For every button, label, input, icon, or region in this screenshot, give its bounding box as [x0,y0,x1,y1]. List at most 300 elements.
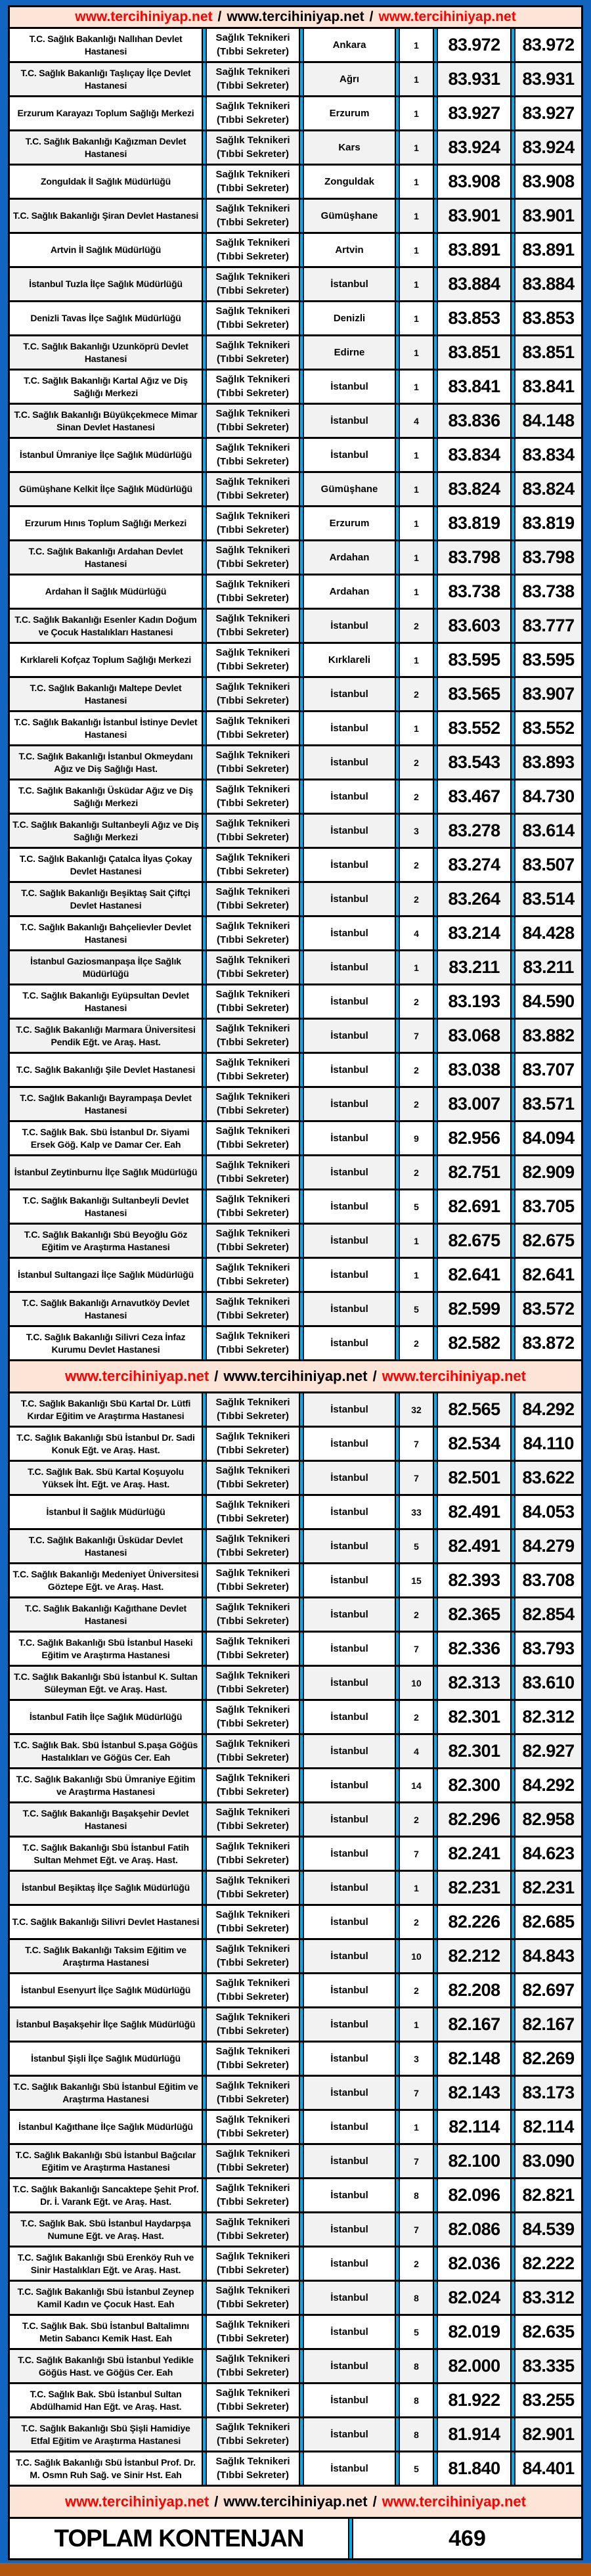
table-row [10,97,581,131]
position-title [207,2350,299,2382]
quota-count: 2 [400,1906,433,1938]
position-line1: Sağlık Teknikeri [215,305,290,317]
column-divider [510,29,515,61]
institution-name: T.C. Sağlık Bakanlığı Sbü İstanbul Zeynep Kamil Kadın ve Çocuk Hast. Eah [10,2282,202,2314]
column-divider [299,1530,304,1562]
province: İstanbul [304,1701,395,1733]
institution-name: T.C. Sağlık Bakanlığı Sbü Ümraniye Eğitim ve Araştırma Hastanesi [10,1769,202,1801]
table-row [10,2418,581,2452]
column-divider [433,2213,438,2246]
column-divider [395,2008,400,2041]
column-divider [433,1020,438,1052]
province: İstanbul [304,712,395,744]
column-divider [433,712,438,744]
site-url[interactable]: www.tercihiniyap.net [223,2493,368,2510]
position-line2: (Tıbbi Sekreter) [216,1070,290,1082]
province: İstanbul [304,1598,395,1631]
max-score: 83.841 [515,371,581,403]
province: İstanbul [304,2179,395,2211]
province: İstanbul [304,917,395,949]
position-line1: Sağlık Teknikeri [215,169,290,181]
column-divider [395,2179,400,2211]
position-line2: (Tıbbi Sekreter) [216,1104,290,1116]
institution-name: T.C. Sağlık Bakanlığı Üsküdar Devlet Hastanesi [10,1530,202,1562]
min-score: 82.501 [438,1462,510,1494]
min-score: 83.543 [438,746,510,779]
column-divider [202,1940,207,1972]
max-score: 83.891 [515,234,581,266]
position-line1: Sağlık Teknikeri [215,1738,290,1750]
column-divider [510,97,515,129]
position-title [207,1496,299,1528]
table-row [10,2145,581,2179]
position-title [207,815,299,847]
column-divider [433,1088,438,1120]
position-title [207,1838,299,1870]
column-divider [299,1393,304,1426]
column-divider [433,1293,438,1325]
column-divider [299,268,304,300]
province: İstanbul [304,2384,395,2416]
column-divider [510,1974,515,2006]
position-line1: Sağlık Teknikeri [215,989,290,1001]
position-title [207,2248,299,2280]
column-divider [433,1633,438,1665]
position-line1: Sağlık Teknikeri [215,1023,290,1035]
institution-name: T.C. Sağlık Bakanlığı Kartal Ağız ve Diş Sağlığı Merkezi [10,371,202,403]
max-score: 83.335 [515,2350,581,2382]
site-url[interactable]: www.tercihiniyap.net [65,2493,209,2510]
column-divider [202,268,207,300]
column-divider [395,268,400,300]
column-divider [395,200,400,232]
position-line2: (Tıbbi Sekreter) [216,2059,290,2071]
column-divider [299,2145,304,2177]
table-row [10,1803,581,1838]
position-line1: Sağlık Teknikeri [215,1160,290,1171]
column-divider [510,1838,515,1870]
quota-count: 1 [400,63,433,95]
institution-name: T.C. Sağlık Bakanlığı Sancaktepe Şehit Prof. Dr. İ. Varank Eğt. ve Araş. Hast. [10,2179,202,2211]
province: İstanbul [304,2418,395,2451]
table-row [10,336,581,371]
position-title [207,336,299,369]
position-line1: Sağlık Teknikeri [215,579,290,591]
column-divider [202,2452,207,2485]
column-divider [202,1088,207,1120]
column-divider [433,405,438,437]
column-divider [433,1564,438,1596]
position-title [207,541,299,574]
column-divider [433,746,438,779]
position-line1: Sağlık Teknikeri [215,818,290,830]
position-title [207,2213,299,2246]
quota-count: 7 [400,1838,433,1870]
position-line1: Sağlık Teknikeri [215,2251,290,2263]
column-divider [433,166,438,198]
position-line1: Sağlık Teknikeri [215,1465,290,1477]
column-divider [202,1564,207,1596]
column-divider [299,2282,304,2314]
quota-count: 5 [400,1530,433,1562]
institution-name: T.C. Sağlık Bakanlığı Üsküdar Ağız ve Diş Sağlığı Merkezi [10,780,202,813]
column-divider [510,1769,515,1801]
banner-separator: / [214,1368,219,1384]
position-title [207,1598,299,1631]
column-divider [202,1462,207,1494]
position-line1: Sağlık Teknikeri [215,1499,290,1511]
column-divider [433,849,438,881]
max-score: 83.707 [515,1054,581,1086]
province: İstanbul [304,1940,395,1972]
table-row [10,507,581,541]
position-title [207,2043,299,2075]
column-divider [433,2384,438,2416]
quota-count: 1 [400,268,433,300]
column-divider [395,371,400,403]
column-divider [299,2077,304,2109]
province: Ardahan [304,541,395,574]
column-divider [202,780,207,813]
position-title [207,2282,299,2314]
column-divider [395,131,400,164]
position-line1: Sağlık Teknikeri [215,920,290,932]
table-row [10,1293,581,1327]
column-divider [299,1701,304,1733]
province: İstanbul [304,2077,395,2109]
column-divider [299,131,304,164]
column-divider [299,917,304,949]
quota-count: 2 [400,610,433,642]
quota-count: 2 [400,678,433,710]
column-divider [202,1225,207,1257]
column-divider [395,234,400,266]
table-row [10,200,581,234]
column-divider [433,780,438,813]
position-line2: (Tıbbi Sekreter) [216,2127,290,2139]
column-divider [299,439,304,471]
institution-name: Erzurum Hınıs Toplum Sağlığı Merkezi [10,507,202,539]
column-divider [510,1225,515,1257]
column-divider [395,2077,400,2109]
column-divider [299,951,304,983]
position-line2: (Tıbbi Sekreter) [216,1786,290,1797]
position-title [207,1156,299,1188]
column-divider [395,2282,400,2314]
min-score: 82.096 [438,2179,510,2211]
province: İstanbul [304,2043,395,2075]
province: İstanbul [304,746,395,779]
position-line2: (Tıbbi Sekreter) [216,284,290,296]
column-divider [510,2077,515,2109]
province: İstanbul [304,405,395,437]
position-title [207,63,299,95]
province: İstanbul [304,1530,395,1562]
table-row [10,1530,581,1564]
table-row [10,1122,581,1156]
table-row [10,2316,581,2350]
site-url[interactable]: www.tercihiniyap.net [382,1368,526,1384]
column-divider [433,2008,438,2041]
column-divider [510,2145,515,2177]
site-url[interactable]: www.tercihiniyap.net [65,1368,209,1384]
column-divider [395,1054,400,1086]
province: İstanbul [304,1020,395,1052]
province: İstanbul [304,1564,395,1596]
table-row [10,2008,581,2043]
min-score: 83.007 [438,1088,510,1120]
column-divider [299,2452,304,2485]
column-divider [433,951,438,983]
province: İstanbul [304,1769,395,1801]
max-score: 83.901 [515,200,581,232]
column-divider [395,1769,400,1801]
max-score: 83.927 [515,97,581,129]
province: İstanbul [304,1088,395,1120]
column-divider [299,1872,304,1904]
institution-name: T.C. Sağlık Bakanlığı Taksim Eğitim ve Araştırma Hastanesi [10,1940,202,1972]
column-divider [202,1122,207,1154]
position-title [207,2452,299,2485]
min-score: 82.024 [438,2282,510,2314]
max-score: 83.893 [515,746,581,779]
site-banner-middle [10,1361,581,1393]
quota-count: 14 [400,1769,433,1801]
position-line1: Sağlık Teknikeri [215,1602,290,1614]
position-line2: (Tıbbi Sekreter) [216,1956,290,1968]
column-divider [510,1293,515,1325]
column-divider [433,268,438,300]
position-title [207,405,299,437]
min-score: 83.211 [438,951,510,983]
max-score: 83.931 [515,63,581,95]
column-divider [299,1974,304,2006]
position-line1: Sağlık Teknikeri [215,1807,290,1819]
province: İstanbul [304,678,395,710]
table-row [10,576,581,610]
column-divider [202,2043,207,2075]
column-divider [395,1906,400,1938]
province: İstanbul [304,1667,395,1699]
site-url[interactable]: www.tercihiniyap.net [382,2493,526,2510]
min-score: 83.853 [438,302,510,334]
column-divider [433,371,438,403]
site-url[interactable]: www.tercihiniyap.net [227,9,364,24]
quota-count: 2 [400,1327,433,1359]
position-line1: Sağlık Teknikeri [215,2182,290,2194]
max-score: 82.854 [515,1598,581,1631]
column-divider [510,1259,515,1291]
quota-count: 1 [400,712,433,744]
column-divider [510,985,515,1018]
column-divider [202,1190,207,1223]
table-row [10,29,581,63]
max-score: 82.927 [515,1735,581,1767]
column-divider [395,1530,400,1562]
column-divider [433,473,438,505]
quota-count: 7 [400,2077,433,2109]
column-divider [433,2248,438,2280]
column-divider [510,473,515,505]
column-divider [433,1974,438,2006]
quota-count: 2 [400,2248,433,2280]
position-line1: Sağlık Teknikeri [215,1330,290,1342]
position-title [207,200,299,232]
position-line2: (Tıbbi Sekreter) [216,899,290,911]
position-title [207,473,299,505]
position-line2: (Tıbbi Sekreter) [216,1275,290,1287]
column-divider [202,2418,207,2451]
max-score: 83.824 [515,473,581,505]
min-score: 83.841 [438,371,510,403]
column-divider [395,883,400,915]
column-divider [395,1156,400,1188]
position-title [207,917,299,949]
institution-name: T.C. Sağlık Bakanlığı Çatalca İlyas Çokay Devlet Hastanesi [10,849,202,881]
column-divider [395,1633,400,1665]
column-divider [299,200,304,232]
province: Ağrı [304,63,395,95]
institution-name: T.C. Sağlık Bakanlığı Sbü İstanbul Yedikle Göğüs Hast. ve Göğüs Cer. Eah [10,2350,202,2382]
position-title [207,712,299,744]
position-line1: Sağlık Teknikeri [215,2456,290,2468]
position-line1: Sağlık Teknikeri [215,66,290,78]
table-row [10,131,581,166]
column-divider [202,2111,207,2143]
column-divider [202,610,207,642]
column-divider [299,678,304,710]
column-divider [510,1462,515,1494]
min-score: 82.582 [438,1327,510,1359]
position-line1: Sağlık Teknikeri [215,1977,290,1989]
column-divider [299,2043,304,2075]
position-title [207,1225,299,1257]
position-line2: (Tıbbi Sekreter) [216,968,290,980]
min-score: 81.840 [438,2452,510,2485]
position-title [207,1564,299,1596]
column-divider [395,405,400,437]
column-divider [433,1872,438,1904]
max-score: 84.053 [515,1496,581,1528]
max-score: 82.909 [515,1156,581,1188]
column-divider [510,439,515,471]
quota-count: 8 [400,2282,433,2314]
province: İstanbul [304,985,395,1018]
column-divider [510,302,515,334]
position-line2: (Tıbbi Sekreter) [216,763,290,775]
column-divider [510,1701,515,1733]
column-divider [395,1327,400,1359]
quota-table [8,5,583,2560]
position-line1: Sağlık Teknikeri [215,2285,290,2297]
site-url[interactable]: www.tercihiniyap.net [75,9,213,24]
column-divider [395,576,400,608]
position-line1: Sağlık Teknikeri [215,2319,290,2331]
province: İstanbul [304,1974,395,2006]
column-divider [433,1259,438,1291]
institution-name: Kırklareli Kofçaz Toplum Sağlığı Merkezi [10,644,202,676]
position-title [207,1020,299,1052]
column-divider [510,2316,515,2348]
column-divider [510,815,515,847]
institution-name: Zonguldak İl Sağlık Müdürlüğü [10,166,202,198]
site-banner-top [10,7,581,29]
column-divider [433,234,438,266]
quota-count: 1 [400,951,433,983]
column-divider [202,200,207,232]
site-url[interactable]: www.tercihiniyap.net [378,9,516,24]
min-score: 82.301 [438,1735,510,1767]
column-divider [299,371,304,403]
position-title [207,97,299,129]
position-line1: Sağlık Teknikeri [215,784,290,796]
column-divider [395,2418,400,2451]
min-score: 83.924 [438,131,510,164]
position-line2: (Tıbbi Sekreter) [216,2025,290,2037]
quota-count: 1 [400,302,433,334]
table-row [10,1156,581,1190]
max-score: 83.173 [515,2077,581,2109]
min-score: 81.914 [438,2418,510,2451]
column-divider [202,1838,207,1870]
position-title [207,166,299,198]
table-row [10,63,581,97]
institution-name: T.C. Sağlık Bakanlığı Sbü İstanbul K. Sultan Süleyman Eğt. ve Araş. Hast. [10,1667,202,1699]
max-score: 83.972 [515,29,581,61]
column-divider [433,2282,438,2314]
province: İstanbul [304,1225,395,1257]
position-title [207,2384,299,2416]
min-score: 82.599 [438,1293,510,1325]
column-divider [299,1054,304,1086]
site-url[interactable]: www.tercihiniyap.net [223,1368,368,1384]
position-title [207,644,299,676]
position-line1: Sağlık Teknikeri [215,237,290,249]
column-divider [433,678,438,710]
column-divider [510,2282,515,2314]
column-divider [510,2179,515,2211]
table-row [10,883,581,917]
column-divider [202,576,207,608]
quota-count: 1 [400,576,433,608]
position-line1: Sağlık Teknikeri [215,1568,290,1579]
max-score: 84.428 [515,917,581,949]
column-divider [510,1598,515,1631]
position-line2: (Tıbbi Sekreter) [216,524,290,535]
position-title [207,1259,299,1291]
min-score: 83.891 [438,234,510,266]
position-line2: (Tıbbi Sekreter) [216,1002,290,1014]
column-divider [510,234,515,266]
province: İstanbul [304,268,395,300]
column-divider [299,1598,304,1631]
max-score: 82.231 [515,1872,581,1904]
table-row [10,1974,581,2008]
max-score: 83.610 [515,1667,581,1699]
quota-count: 1 [400,336,433,369]
column-divider [348,2519,353,2558]
column-divider [433,2043,438,2075]
position-line1: Sağlık Teknikeri [215,101,290,112]
column-divider [510,712,515,744]
position-title [207,29,299,61]
quota-count: 8 [400,2179,433,2211]
position-line2: (Tıbbi Sekreter) [216,1717,290,1729]
table-row [10,405,581,439]
column-divider [395,1667,400,1699]
table-row [10,2043,581,2077]
position-line1: Sağlık Teknikeri [215,1296,290,1308]
